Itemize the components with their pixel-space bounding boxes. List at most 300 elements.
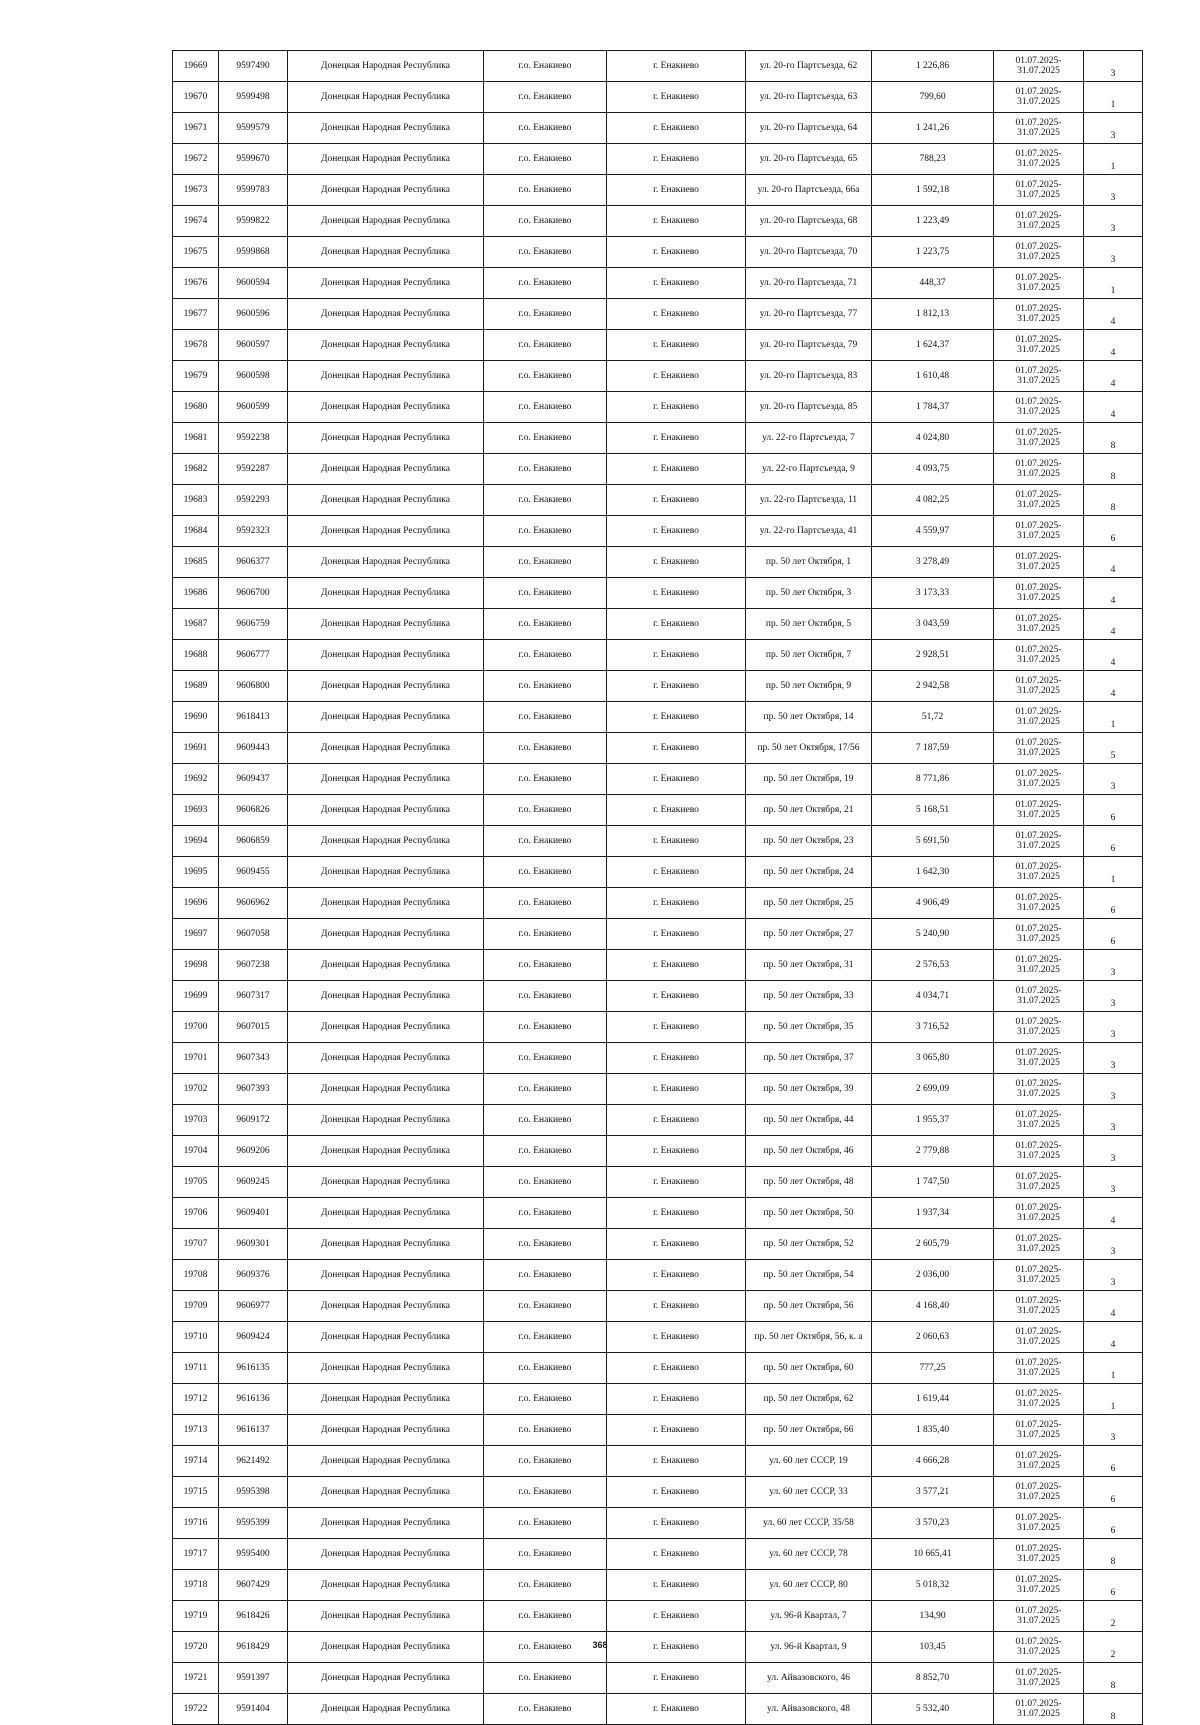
cell-count: 6 bbox=[1084, 888, 1143, 919]
cell-municipal-district: г.о. Енакиево bbox=[484, 795, 607, 826]
cell-area: 2 605,79 bbox=[872, 1229, 994, 1260]
cell-row-number: 19720 bbox=[173, 1632, 219, 1663]
cell-count: 4 bbox=[1084, 578, 1143, 609]
cell-settlement: г. Енакиево bbox=[607, 795, 746, 826]
cell-address: ул. 20-го Партсъезда, 85 bbox=[746, 392, 872, 423]
cell-municipal-district: г.о. Енакиево bbox=[484, 640, 607, 671]
cell-municipal-district: г.о. Енакиево bbox=[484, 423, 607, 454]
cell-region: Донецкая Народная Республика bbox=[288, 671, 484, 702]
cell-object-id: 9609437 bbox=[219, 764, 288, 795]
cell-period: 01.07.2025- 31.07.2025 bbox=[994, 454, 1084, 485]
cell-region: Донецкая Народная Республика bbox=[288, 1322, 484, 1353]
table-row bbox=[173, 1074, 1143, 1105]
cell-period: 01.07.2025- 31.07.2025 bbox=[994, 237, 1084, 268]
cell-municipal-district: г.о. Енакиево bbox=[484, 671, 607, 702]
cell-period: 01.07.2025- 31.07.2025 bbox=[994, 1601, 1084, 1632]
cell-count: 1 bbox=[1084, 702, 1143, 733]
cell-region: Донецкая Народная Республика bbox=[288, 1012, 484, 1043]
table-row bbox=[173, 1663, 1143, 1694]
cell-period: 01.07.2025- 31.07.2025 bbox=[994, 113, 1084, 144]
cell-area: 3 278,49 bbox=[872, 547, 994, 578]
cell-period: 01.07.2025- 31.07.2025 bbox=[994, 1229, 1084, 1260]
cell-period: 01.07.2025- 31.07.2025 bbox=[994, 857, 1084, 888]
cell-settlement: г. Енакиево bbox=[607, 51, 746, 82]
cell-area: 2 576,53 bbox=[872, 950, 994, 981]
cell-region: Донецкая Народная Республика bbox=[288, 1198, 484, 1229]
cell-settlement: г. Енакиево bbox=[607, 1167, 746, 1198]
cell-region: Донецкая Народная Республика bbox=[288, 1074, 484, 1105]
cell-area: 1 226,86 bbox=[872, 51, 994, 82]
cell-settlement: г. Енакиево bbox=[607, 82, 746, 113]
cell-address: ул. 60 лет СССР, 19 bbox=[746, 1446, 872, 1477]
cell-object-id: 9618426 bbox=[219, 1601, 288, 1632]
cell-object-id: 9609206 bbox=[219, 1136, 288, 1167]
cell-object-id: 9599670 bbox=[219, 144, 288, 175]
cell-address: пр. 50 лет Октября, 21 bbox=[746, 795, 872, 826]
cell-area: 1 624,37 bbox=[872, 330, 994, 361]
cell-municipal-district: г.о. Енакиево bbox=[484, 1446, 607, 1477]
cell-object-id: 9607015 bbox=[219, 1012, 288, 1043]
cell-municipal-district: г.о. Енакиево bbox=[484, 516, 607, 547]
table-row bbox=[173, 981, 1143, 1012]
cell-object-id: 9600599 bbox=[219, 392, 288, 423]
cell-area: 4 024,80 bbox=[872, 423, 994, 454]
cell-address: ул. 96-й Квартал, 7 bbox=[746, 1601, 872, 1632]
cell-settlement: г. Енакиево bbox=[607, 392, 746, 423]
cell-area: 3 043,59 bbox=[872, 609, 994, 640]
cell-period: 01.07.2025- 31.07.2025 bbox=[994, 826, 1084, 857]
cell-region: Донецкая Народная Республика bbox=[288, 1384, 484, 1415]
cell-municipal-district: г.о. Енакиево bbox=[484, 1260, 607, 1291]
cell-municipal-district: г.о. Енакиево bbox=[484, 1074, 607, 1105]
cell-municipal-district: г.о. Енакиево bbox=[484, 330, 607, 361]
table-row bbox=[173, 268, 1143, 299]
table-row bbox=[173, 454, 1143, 485]
table-row bbox=[173, 1477, 1143, 1508]
cell-row-number: 19693 bbox=[173, 795, 219, 826]
cell-count: 8 bbox=[1084, 1663, 1143, 1694]
table-row bbox=[173, 1291, 1143, 1322]
cell-region: Донецкая Народная Республика bbox=[288, 51, 484, 82]
table-row bbox=[173, 237, 1143, 268]
cell-count: 8 bbox=[1084, 1539, 1143, 1570]
cell-row-number: 19681 bbox=[173, 423, 219, 454]
cell-row-number: 19706 bbox=[173, 1198, 219, 1229]
cell-area: 134,90 bbox=[872, 1601, 994, 1632]
cell-settlement: г. Енакиево bbox=[607, 1043, 746, 1074]
cell-settlement: г. Енакиево bbox=[607, 578, 746, 609]
cell-settlement: г. Енакиево bbox=[607, 175, 746, 206]
cell-count: 1 bbox=[1084, 857, 1143, 888]
cell-area: 777,25 bbox=[872, 1353, 994, 1384]
cell-address: ул. 20-го Партсъезда, 62 bbox=[746, 51, 872, 82]
cell-object-id: 9607238 bbox=[219, 950, 288, 981]
cell-object-id: 9607317 bbox=[219, 981, 288, 1012]
cell-region: Донецкая Народная Республика bbox=[288, 1570, 484, 1601]
cell-municipal-district: г.о. Енакиево bbox=[484, 1043, 607, 1074]
cell-area: 799,60 bbox=[872, 82, 994, 113]
cell-settlement: г. Енакиево bbox=[607, 454, 746, 485]
cell-period: 01.07.2025- 31.07.2025 bbox=[994, 1570, 1084, 1601]
cell-count: 5 bbox=[1084, 733, 1143, 764]
cell-row-number: 19687 bbox=[173, 609, 219, 640]
cell-row-number: 19692 bbox=[173, 764, 219, 795]
cell-address: пр. 50 лет Октября, 66 bbox=[746, 1415, 872, 1446]
cell-region: Донецкая Народная Республика bbox=[288, 1477, 484, 1508]
cell-object-id: 9600594 bbox=[219, 268, 288, 299]
cell-municipal-district: г.о. Енакиево bbox=[484, 857, 607, 888]
cell-settlement: г. Енакиево bbox=[607, 733, 746, 764]
cell-row-number: 19703 bbox=[173, 1105, 219, 1136]
table-row bbox=[173, 1570, 1143, 1601]
table-row bbox=[173, 1012, 1143, 1043]
cell-settlement: г. Енакиево bbox=[607, 1570, 746, 1601]
cell-region: Донецкая Народная Республика bbox=[288, 144, 484, 175]
cell-count: 3 bbox=[1084, 1012, 1143, 1043]
cell-address: пр. 50 лет Октября, 39 bbox=[746, 1074, 872, 1105]
cell-settlement: г. Енакиево bbox=[607, 1694, 746, 1725]
cell-period: 01.07.2025- 31.07.2025 bbox=[994, 330, 1084, 361]
cell-row-number: 19707 bbox=[173, 1229, 219, 1260]
cell-object-id: 9609424 bbox=[219, 1322, 288, 1353]
table-row bbox=[173, 1229, 1143, 1260]
cell-region: Донецкая Народная Республика bbox=[288, 981, 484, 1012]
cell-address: ул. 60 лет СССР, 80 bbox=[746, 1570, 872, 1601]
cell-count: 1 bbox=[1084, 144, 1143, 175]
cell-count: 4 bbox=[1084, 671, 1143, 702]
cell-object-id: 9606377 bbox=[219, 547, 288, 578]
table-row bbox=[173, 857, 1143, 888]
cell-region: Донецкая Народная Республика bbox=[288, 1663, 484, 1694]
cell-area: 4 168,40 bbox=[872, 1291, 994, 1322]
cell-region: Донецкая Народная Республика bbox=[288, 175, 484, 206]
cell-settlement: г. Енакиево bbox=[607, 423, 746, 454]
cell-period: 01.07.2025- 31.07.2025 bbox=[994, 1477, 1084, 1508]
cell-period: 01.07.2025- 31.07.2025 bbox=[994, 1632, 1084, 1663]
cell-settlement: г. Енакиево bbox=[607, 1601, 746, 1632]
cell-address: пр. 50 лет Октября, 17/56 bbox=[746, 733, 872, 764]
cell-municipal-district: г.о. Енакиево bbox=[484, 1322, 607, 1353]
cell-municipal-district: г.о. Енакиево bbox=[484, 206, 607, 237]
cell-region: Донецкая Народная Республика bbox=[288, 547, 484, 578]
cell-row-number: 19712 bbox=[173, 1384, 219, 1415]
cell-period: 01.07.2025- 31.07.2025 bbox=[994, 423, 1084, 454]
cell-row-number: 19715 bbox=[173, 1477, 219, 1508]
cell-settlement: г. Енакиево bbox=[607, 1663, 746, 1694]
cell-period: 01.07.2025- 31.07.2025 bbox=[994, 1167, 1084, 1198]
cell-row-number: 19709 bbox=[173, 1291, 219, 1322]
cell-settlement: г. Енакиево bbox=[607, 1260, 746, 1291]
cell-row-number: 19674 bbox=[173, 206, 219, 237]
cell-settlement: г. Енакиево bbox=[607, 1446, 746, 1477]
cell-municipal-district: г.о. Енакиево bbox=[484, 1136, 607, 1167]
cell-settlement: г. Енакиево bbox=[607, 1012, 746, 1043]
cell-address: пр. 50 лет Октября, 44 bbox=[746, 1105, 872, 1136]
cell-count: 3 bbox=[1084, 1105, 1143, 1136]
table-row bbox=[173, 1508, 1143, 1539]
cell-region: Донецкая Народная Республика bbox=[288, 640, 484, 671]
cell-settlement: г. Енакиево bbox=[607, 1322, 746, 1353]
cell-municipal-district: г.о. Енакиево bbox=[484, 547, 607, 578]
cell-area: 1 835,40 bbox=[872, 1415, 994, 1446]
cell-object-id: 9607429 bbox=[219, 1570, 288, 1601]
cell-area: 788,23 bbox=[872, 144, 994, 175]
cell-object-id: 9606800 bbox=[219, 671, 288, 702]
cell-settlement: г. Енакиево bbox=[607, 919, 746, 950]
cell-area: 5 240,90 bbox=[872, 919, 994, 950]
cell-object-id: 9600597 bbox=[219, 330, 288, 361]
cell-region: Донецкая Народная Республика bbox=[288, 113, 484, 144]
cell-row-number: 19704 bbox=[173, 1136, 219, 1167]
cell-municipal-district: г.о. Енакиево bbox=[484, 1601, 607, 1632]
cell-address: ул. Айвазовского, 46 bbox=[746, 1663, 872, 1694]
cell-area: 2 036,00 bbox=[872, 1260, 994, 1291]
cell-period: 01.07.2025- 31.07.2025 bbox=[994, 640, 1084, 671]
cell-count: 2 bbox=[1084, 1601, 1143, 1632]
cell-count: 4 bbox=[1084, 392, 1143, 423]
cell-region: Донецкая Народная Республика bbox=[288, 206, 484, 237]
cell-municipal-district: г.о. Енакиево bbox=[484, 826, 607, 857]
cell-count: 6 bbox=[1084, 1508, 1143, 1539]
cell-count: 6 bbox=[1084, 1446, 1143, 1477]
cell-period: 01.07.2025- 31.07.2025 bbox=[994, 795, 1084, 826]
cell-area: 3 577,21 bbox=[872, 1477, 994, 1508]
cell-period: 01.07.2025- 31.07.2025 bbox=[994, 919, 1084, 950]
cell-object-id: 9606859 bbox=[219, 826, 288, 857]
table-row bbox=[173, 299, 1143, 330]
cell-address: пр. 50 лет Октября, 33 bbox=[746, 981, 872, 1012]
cell-region: Донецкая Народная Республика bbox=[288, 1632, 484, 1663]
cell-period: 01.07.2025- 31.07.2025 bbox=[994, 82, 1084, 113]
cell-municipal-district: г.о. Енакиево bbox=[484, 1694, 607, 1725]
cell-count: 3 bbox=[1084, 1167, 1143, 1198]
cell-municipal-district: г.о. Енакиево bbox=[484, 919, 607, 950]
cell-area: 1 747,50 bbox=[872, 1167, 994, 1198]
cell-period: 01.07.2025- 31.07.2025 bbox=[994, 392, 1084, 423]
cell-object-id: 9592323 bbox=[219, 516, 288, 547]
cell-region: Донецкая Народная Республика bbox=[288, 578, 484, 609]
cell-object-id: 9592293 bbox=[219, 485, 288, 516]
cell-area: 5 018,32 bbox=[872, 1570, 994, 1601]
cell-row-number: 19694 bbox=[173, 826, 219, 857]
cell-address: пр. 50 лет Октября, 48 bbox=[746, 1167, 872, 1198]
cell-area: 2 779,88 bbox=[872, 1136, 994, 1167]
cell-count: 4 bbox=[1084, 1322, 1143, 1353]
cell-area: 2 699,09 bbox=[872, 1074, 994, 1105]
cell-row-number: 19698 bbox=[173, 950, 219, 981]
cell-count: 3 bbox=[1084, 1074, 1143, 1105]
cell-settlement: г. Енакиево bbox=[607, 1477, 746, 1508]
cell-area: 1 619,44 bbox=[872, 1384, 994, 1415]
cell-area: 1 241,26 bbox=[872, 113, 994, 144]
cell-row-number: 19689 bbox=[173, 671, 219, 702]
cell-address: ул. 20-го Партсъезда, 83 bbox=[746, 361, 872, 392]
cell-settlement: г. Енакиево bbox=[607, 485, 746, 516]
cell-row-number: 19721 bbox=[173, 1663, 219, 1694]
table-row bbox=[173, 144, 1143, 175]
cell-row-number: 19701 bbox=[173, 1043, 219, 1074]
cell-row-number: 19669 bbox=[173, 51, 219, 82]
cell-count: 3 bbox=[1084, 1415, 1143, 1446]
cell-address: пр. 50 лет Октября, 27 bbox=[746, 919, 872, 950]
cell-settlement: г. Енакиево bbox=[607, 1105, 746, 1136]
cell-area: 5 691,50 bbox=[872, 826, 994, 857]
cell-settlement: г. Енакиево bbox=[607, 268, 746, 299]
cell-row-number: 19673 bbox=[173, 175, 219, 206]
cell-period: 01.07.2025- 31.07.2025 bbox=[994, 1384, 1084, 1415]
cell-address: пр. 50 лет Октября, 35 bbox=[746, 1012, 872, 1043]
cell-area: 1 642,30 bbox=[872, 857, 994, 888]
cell-settlement: г. Енакиево bbox=[607, 950, 746, 981]
cell-region: Донецкая Народная Республика bbox=[288, 888, 484, 919]
cell-object-id: 9609245 bbox=[219, 1167, 288, 1198]
cell-region: Донецкая Народная Республика bbox=[288, 516, 484, 547]
cell-address: ул. 20-го Партсъезда, 66а bbox=[746, 175, 872, 206]
cell-municipal-district: г.о. Енакиево bbox=[484, 1663, 607, 1694]
cell-count: 1 bbox=[1084, 1384, 1143, 1415]
cell-region: Донецкая Народная Республика bbox=[288, 1446, 484, 1477]
cell-count: 3 bbox=[1084, 51, 1143, 82]
cell-settlement: г. Енакиево bbox=[607, 1508, 746, 1539]
cell-municipal-district: г.о. Енакиево bbox=[484, 733, 607, 764]
cell-settlement: г. Енакиево bbox=[607, 671, 746, 702]
cell-municipal-district: г.о. Енакиево bbox=[484, 764, 607, 795]
cell-row-number: 19716 bbox=[173, 1508, 219, 1539]
cell-row-number: 19684 bbox=[173, 516, 219, 547]
cell-count: 4 bbox=[1084, 547, 1143, 578]
cell-period: 01.07.2025- 31.07.2025 bbox=[994, 1663, 1084, 1694]
cell-object-id: 9595399 bbox=[219, 1508, 288, 1539]
cell-address: пр. 50 лет Октября, 23 bbox=[746, 826, 872, 857]
cell-row-number: 19685 bbox=[173, 547, 219, 578]
cell-period: 01.07.2025- 31.07.2025 bbox=[994, 1012, 1084, 1043]
cell-area: 1 223,75 bbox=[872, 237, 994, 268]
cell-address: ул. 20-го Партсъезда, 64 bbox=[746, 113, 872, 144]
cell-area: 3 716,52 bbox=[872, 1012, 994, 1043]
cell-object-id: 9591404 bbox=[219, 1694, 288, 1725]
cell-region: Донецкая Народная Республика bbox=[288, 795, 484, 826]
cell-period: 01.07.2025- 31.07.2025 bbox=[994, 1446, 1084, 1477]
table-row bbox=[173, 764, 1143, 795]
cell-count: 8 bbox=[1084, 423, 1143, 454]
cell-settlement: г. Енакиево bbox=[607, 1539, 746, 1570]
cell-address: пр. 50 лет Октября, 37 bbox=[746, 1043, 872, 1074]
cell-municipal-district: г.о. Енакиево bbox=[484, 1198, 607, 1229]
cell-region: Донецкая Народная Республика bbox=[288, 361, 484, 392]
cell-object-id: 9607343 bbox=[219, 1043, 288, 1074]
cell-region: Донецкая Народная Республика bbox=[288, 1415, 484, 1446]
cell-object-id: 9606777 bbox=[219, 640, 288, 671]
cell-count: 4 bbox=[1084, 640, 1143, 671]
cell-count: 6 bbox=[1084, 1477, 1143, 1508]
cell-municipal-district: г.о. Енакиево bbox=[484, 609, 607, 640]
cell-region: Донецкая Народная Республика bbox=[288, 950, 484, 981]
cell-row-number: 19670 bbox=[173, 82, 219, 113]
cell-count: 3 bbox=[1084, 113, 1143, 144]
cell-count: 1 bbox=[1084, 268, 1143, 299]
cell-count: 8 bbox=[1084, 1694, 1143, 1725]
cell-object-id: 9616135 bbox=[219, 1353, 288, 1384]
cell-count: 8 bbox=[1084, 454, 1143, 485]
cell-period: 01.07.2025- 31.07.2025 bbox=[994, 1508, 1084, 1539]
cell-area: 7 187,59 bbox=[872, 733, 994, 764]
cell-count: 8 bbox=[1084, 485, 1143, 516]
cell-area: 3 570,23 bbox=[872, 1508, 994, 1539]
cell-object-id: 9607058 bbox=[219, 919, 288, 950]
cell-region: Донецкая Народная Республика bbox=[288, 1694, 484, 1725]
cell-period: 01.07.2025- 31.07.2025 bbox=[994, 981, 1084, 1012]
cell-region: Донецкая Народная Республика bbox=[288, 919, 484, 950]
cell-row-number: 19690 bbox=[173, 702, 219, 733]
cell-address: пр. 50 лет Октября, 60 bbox=[746, 1353, 872, 1384]
cell-address: пр. 50 лет Октября, 3 bbox=[746, 578, 872, 609]
cell-period: 01.07.2025- 31.07.2025 bbox=[994, 702, 1084, 733]
table-row bbox=[173, 330, 1143, 361]
cell-count: 3 bbox=[1084, 950, 1143, 981]
cell-region: Донецкая Народная Республика bbox=[288, 237, 484, 268]
cell-area: 1 610,48 bbox=[872, 361, 994, 392]
cell-region: Донецкая Народная Республика bbox=[288, 764, 484, 795]
cell-address: пр. 50 лет Октября, 1 bbox=[746, 547, 872, 578]
cell-object-id: 9607393 bbox=[219, 1074, 288, 1105]
cell-settlement: г. Енакиево bbox=[607, 1136, 746, 1167]
table-row bbox=[173, 1322, 1143, 1353]
cell-row-number: 19678 bbox=[173, 330, 219, 361]
cell-settlement: г. Енакиево bbox=[607, 206, 746, 237]
table-row bbox=[173, 640, 1143, 671]
cell-row-number: 19718 bbox=[173, 1570, 219, 1601]
cell-address: пр. 50 лет Октября, 7 bbox=[746, 640, 872, 671]
table-row bbox=[173, 485, 1143, 516]
cell-area: 51,72 bbox=[872, 702, 994, 733]
cell-area: 5 168,51 bbox=[872, 795, 994, 826]
cell-address: ул. 96-й Квартал, 9 bbox=[746, 1632, 872, 1663]
cell-period: 01.07.2025- 31.07.2025 bbox=[994, 299, 1084, 330]
cell-address: пр. 50 лет Октября, 9 bbox=[746, 671, 872, 702]
cell-settlement: г. Енакиево bbox=[607, 888, 746, 919]
cell-settlement: г. Енакиево bbox=[607, 1291, 746, 1322]
cell-period: 01.07.2025- 31.07.2025 bbox=[994, 1694, 1084, 1725]
cell-period: 01.07.2025- 31.07.2025 bbox=[994, 268, 1084, 299]
table-row bbox=[173, 1539, 1143, 1570]
cell-row-number: 19708 bbox=[173, 1260, 219, 1291]
cell-object-id: 9599822 bbox=[219, 206, 288, 237]
cell-row-number: 19710 bbox=[173, 1322, 219, 1353]
cell-area: 1 784,37 bbox=[872, 392, 994, 423]
cell-period: 01.07.2025- 31.07.2025 bbox=[994, 175, 1084, 206]
cell-period: 01.07.2025- 31.07.2025 bbox=[994, 1415, 1084, 1446]
records-table bbox=[172, 50, 1143, 1725]
cell-municipal-district: г.о. Енакиево bbox=[484, 1229, 607, 1260]
cell-address: пр. 50 лет Октября, 14 bbox=[746, 702, 872, 733]
cell-area: 4 082,25 bbox=[872, 485, 994, 516]
table-row bbox=[173, 671, 1143, 702]
cell-municipal-district: г.о. Енакиево bbox=[484, 51, 607, 82]
cell-address: ул. 20-го Партсъезда, 65 bbox=[746, 144, 872, 175]
table-row bbox=[173, 1043, 1143, 1074]
cell-count: 3 bbox=[1084, 175, 1143, 206]
table-row bbox=[173, 51, 1143, 82]
cell-area: 1 592,18 bbox=[872, 175, 994, 206]
table-row bbox=[173, 392, 1143, 423]
cell-municipal-district: г.о. Енакиево bbox=[484, 1539, 607, 1570]
cell-address: ул. 60 лет СССР, 78 bbox=[746, 1539, 872, 1570]
cell-row-number: 19675 bbox=[173, 237, 219, 268]
cell-settlement: г. Енакиево bbox=[607, 113, 746, 144]
cell-address: ул. 22-го Партсъезда, 11 bbox=[746, 485, 872, 516]
cell-region: Донецкая Народная Республика bbox=[288, 1260, 484, 1291]
cell-region: Донецкая Народная Республика bbox=[288, 733, 484, 764]
